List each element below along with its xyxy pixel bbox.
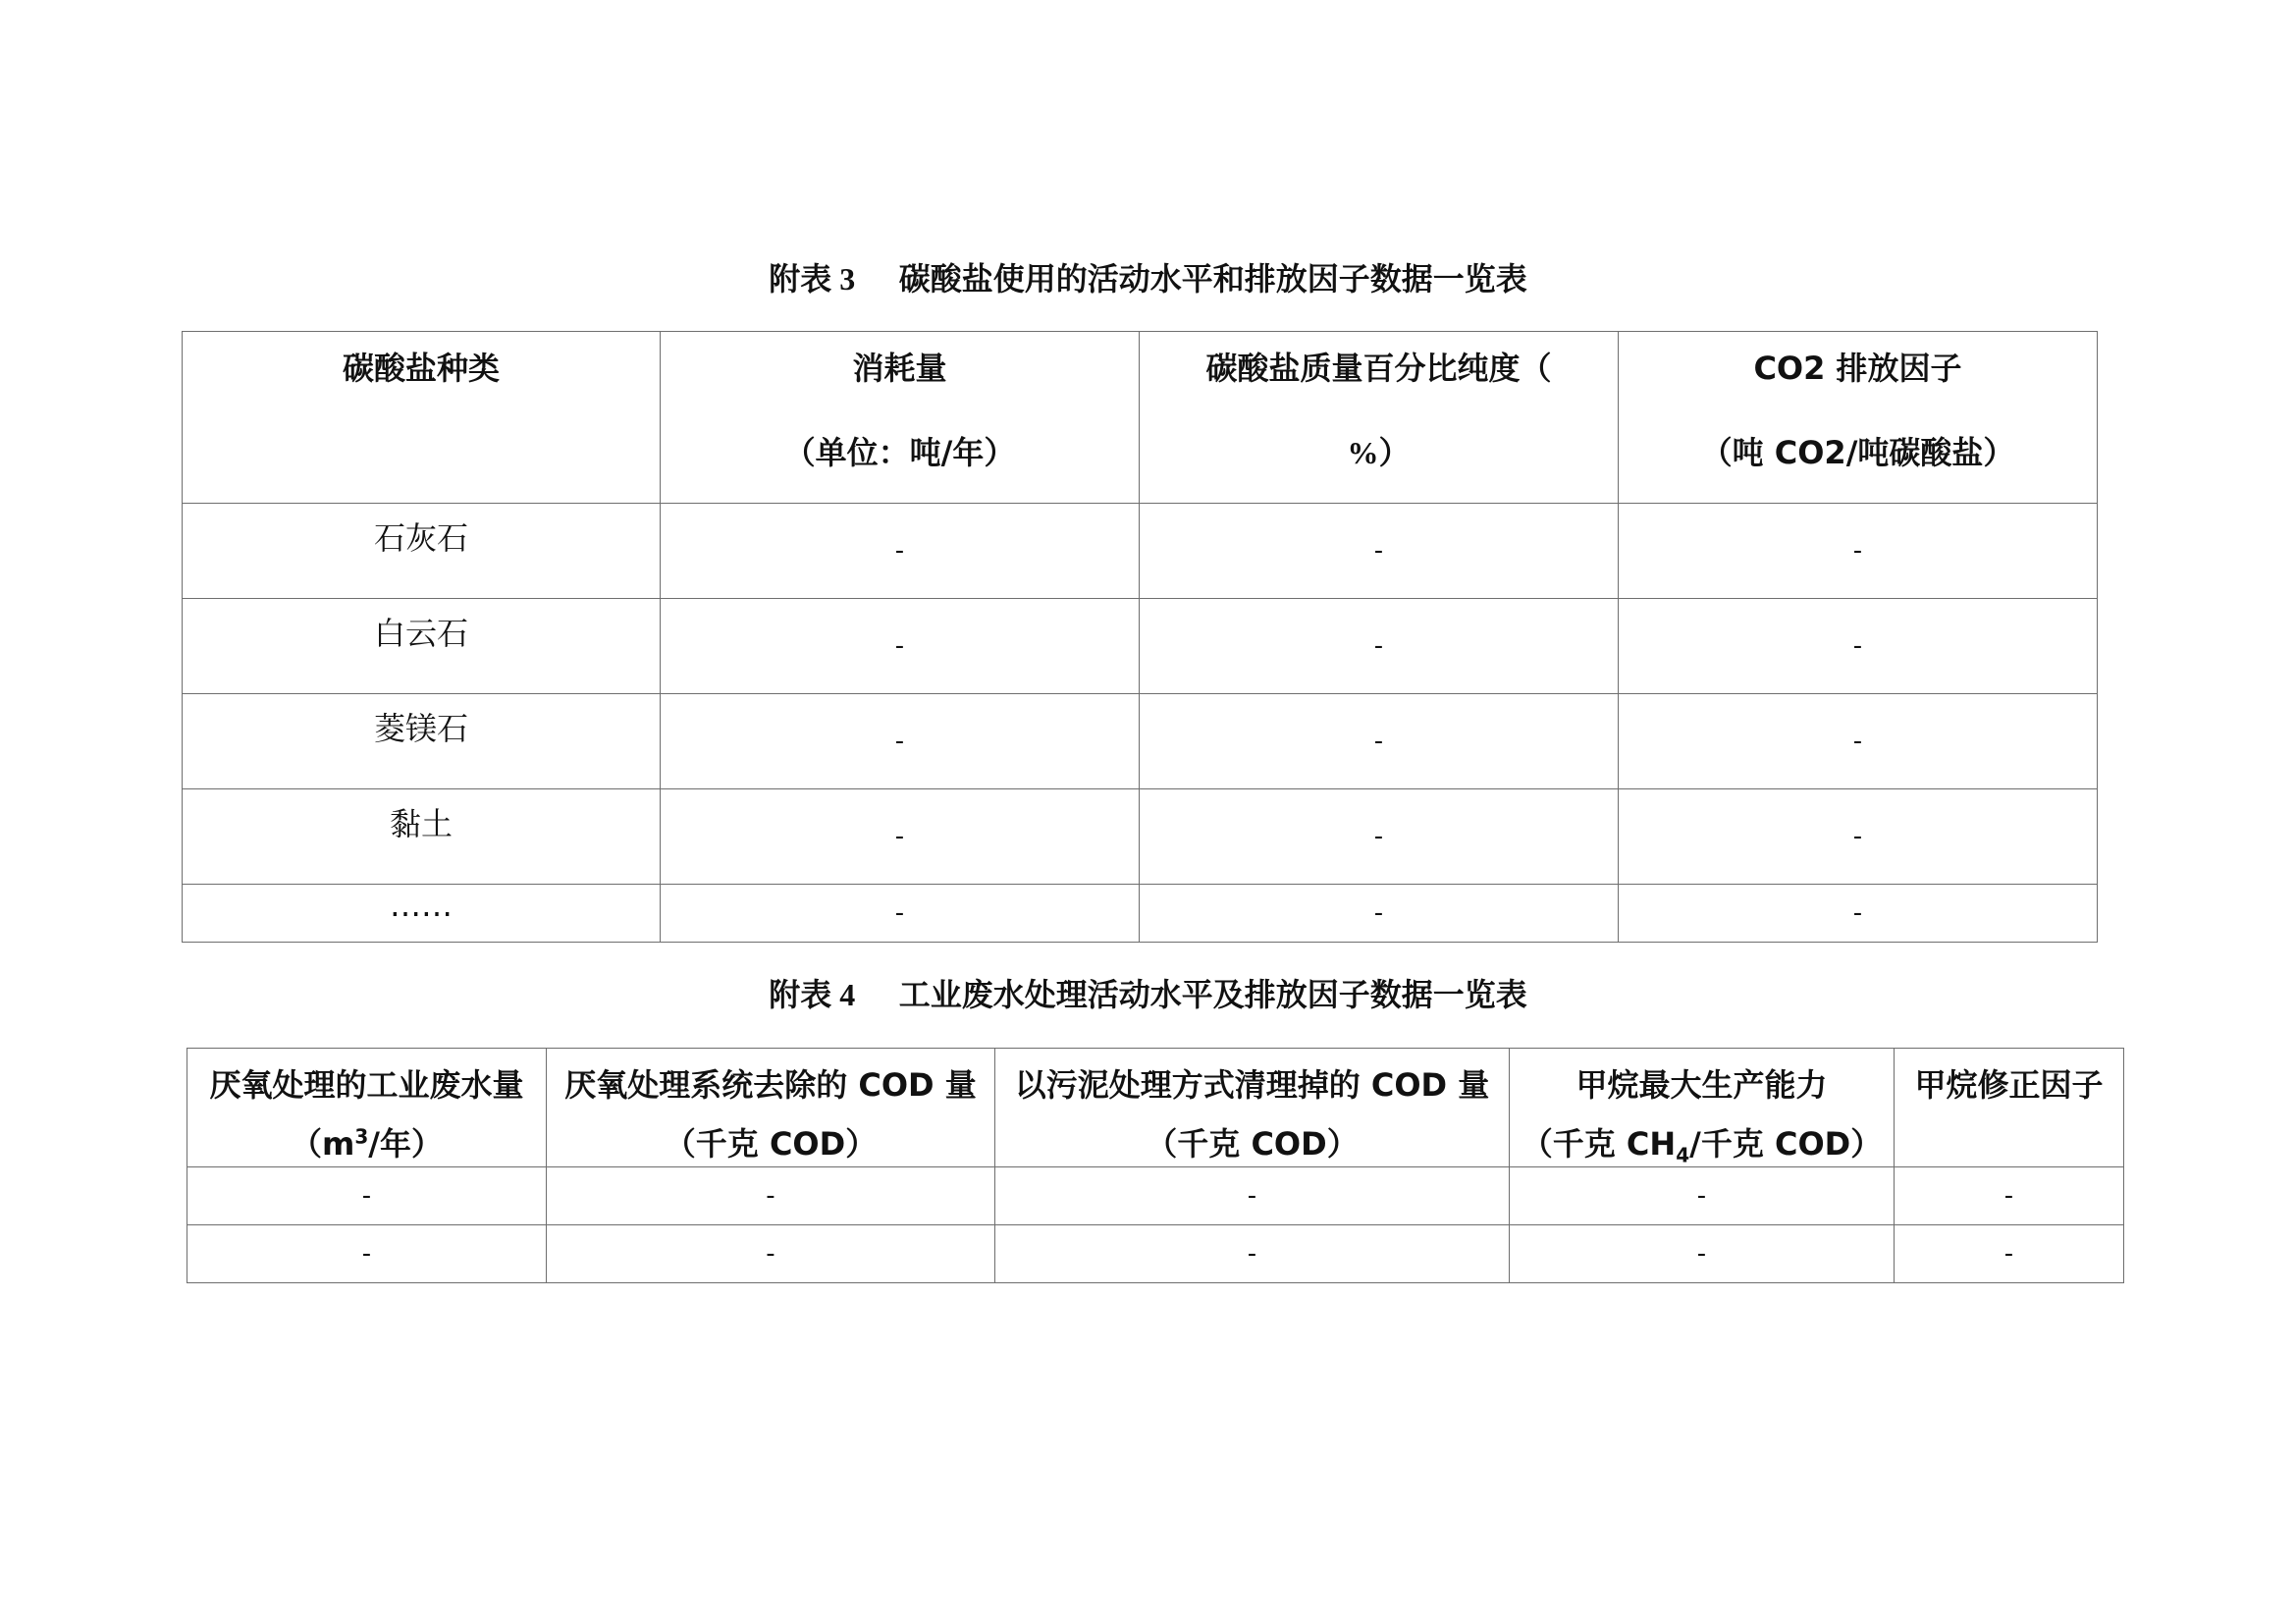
carbonate-data-table (182, 331, 2098, 943)
table4-caption-title: 工业废水处理活动水平及排放因子数据一览表 (898, 976, 1527, 1013)
carbonate-name: 黏土 (183, 789, 661, 885)
table-cell: - (187, 1225, 547, 1283)
factor-cell: - (1619, 885, 2098, 943)
carbonate-name: 白云石 (183, 599, 661, 694)
purity-cell: - (1140, 504, 1619, 599)
table-row (183, 694, 2098, 789)
factor-cell: - (1619, 599, 2098, 694)
carbonate-name: …… (183, 885, 661, 943)
carbonate-name: 菱镁石 (183, 694, 661, 789)
table-cell: - (1510, 1225, 1895, 1283)
table-header-row (183, 332, 2098, 504)
table4-caption (0, 976, 2296, 1013)
factor-cell: - (1619, 694, 2098, 789)
header-cod-sludge: 以污泥处理方式清理掉的 COD 量 （千克 COD） (995, 1049, 1510, 1167)
header-co2-factor: CO2 排放因子 （吨 CO2/吨碳酸盐） (1619, 332, 2098, 504)
header-methane-correction: 甲烷修正因子 (1895, 1049, 2124, 1167)
consumption-cell: - (661, 504, 1140, 599)
table3-caption-title: 碳酸盐使用的活动水平和排放因子数据一览表 (898, 260, 1527, 298)
purity-cell: - (1140, 694, 1619, 789)
header-consumption: 消耗量 （单位：吨/年） (661, 332, 1140, 504)
table-cell: - (187, 1167, 547, 1225)
purity-cell: - (1140, 599, 1619, 694)
consumption-cell: - (661, 694, 1140, 789)
table-cell: - (1895, 1225, 2124, 1283)
table-cell: - (547, 1167, 995, 1225)
wastewater-data-table (187, 1048, 2124, 1283)
header-methane-capacity: 甲烷最大生产能力 （千克 $CH_4/$千克 COD） (1510, 1049, 1895, 1167)
factor-cell: - (1619, 789, 2098, 885)
header-cod-removed: 厌氧处理系统去除的 COD 量 （千克 COD） (547, 1049, 995, 1167)
carbonate-name: 石灰石 (183, 504, 661, 599)
factor-cell: - (1619, 504, 2098, 599)
consumption-cell: - (661, 885, 1140, 943)
table-row (183, 885, 2098, 943)
table-cell: - (547, 1225, 995, 1283)
table-cell: - (1510, 1167, 1895, 1225)
consumption-cell: - (661, 599, 1140, 694)
table-row (187, 1167, 2124, 1225)
table-row (187, 1225, 2124, 1283)
purity-cell: - (1140, 789, 1619, 885)
header-carbonate-type: 碳酸盐种类 (183, 332, 661, 504)
table-cell: - (995, 1225, 1510, 1283)
table-row (183, 789, 2098, 885)
purity-cell: - (1140, 885, 1619, 943)
table3-caption (0, 260, 2296, 298)
table3-caption-number: 附表 3 (769, 261, 856, 297)
table-row (183, 504, 2098, 599)
table4-caption-number: 附表 4 (769, 977, 856, 1012)
table-header-row (187, 1049, 2124, 1167)
consumption-cell: - (661, 789, 1140, 885)
header-purity: 碳酸盐质量百分比纯度（ %） (1140, 332, 1619, 504)
table-cell: - (995, 1167, 1510, 1225)
header-wastewater-volume: 厌氧处理的工业废水量 （$m^3/$年） (187, 1049, 547, 1167)
table-cell: - (1895, 1167, 2124, 1225)
table-row (183, 599, 2098, 694)
